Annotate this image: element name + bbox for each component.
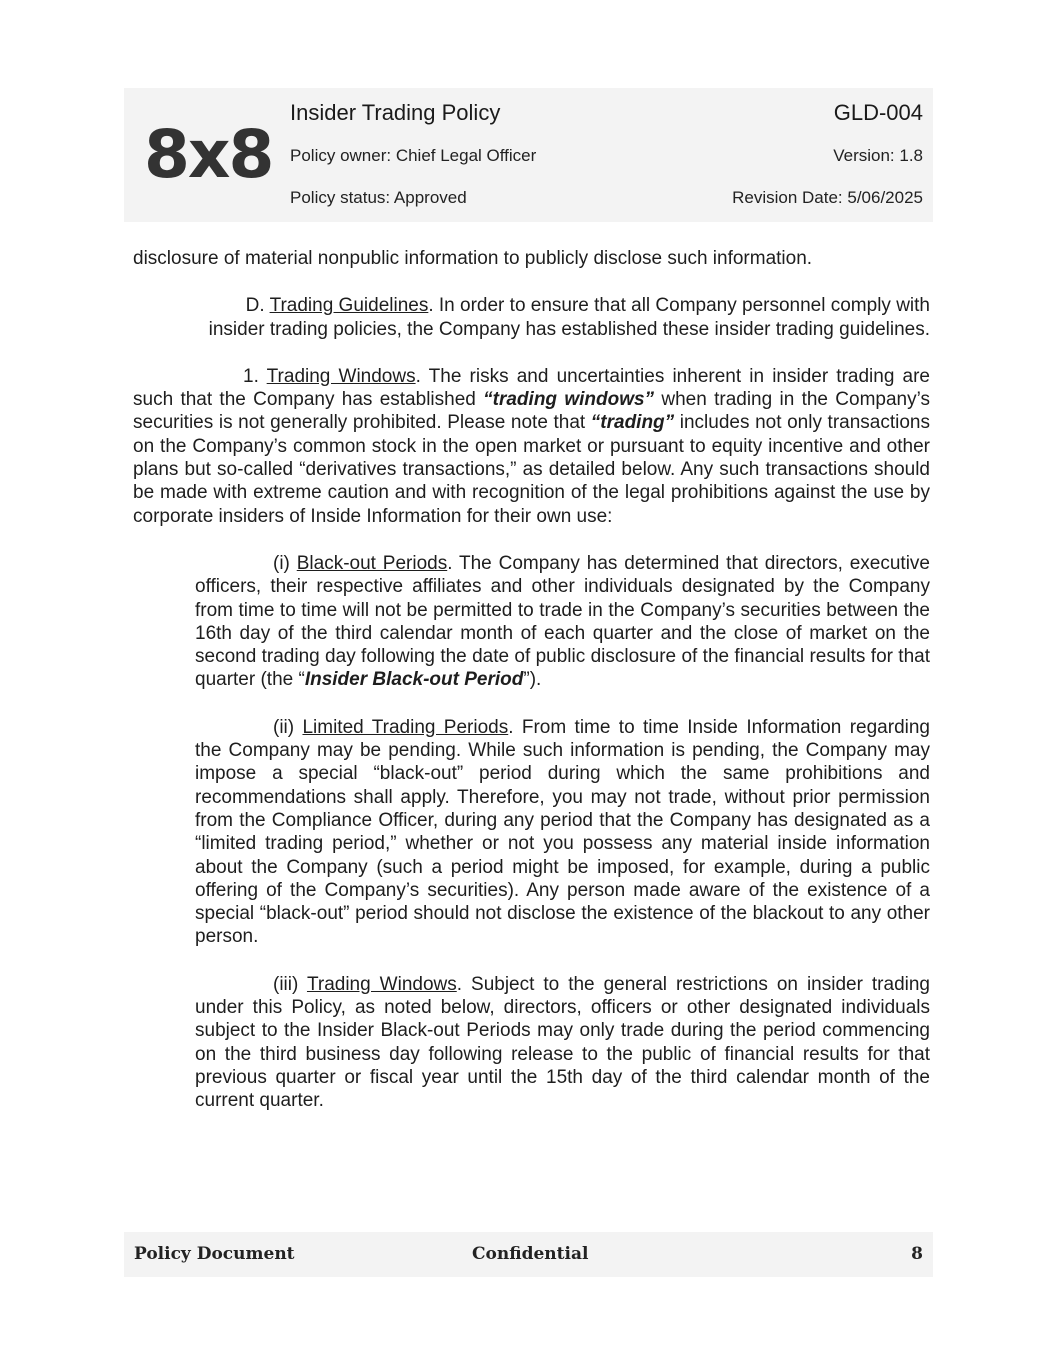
subsection-limited-trading-periods	[195, 716, 930, 949]
section-heading: Trading Guidelines	[269, 295, 429, 317]
policy-version: Version: 1.8	[833, 146, 923, 165]
subsection-prefix: (ii)	[273, 716, 303, 738]
subsection-prefix: (iii)	[273, 973, 307, 995]
subsection-trading-windows	[195, 973, 930, 1113]
subsection-prefix: (i)	[273, 552, 297, 574]
revision-date: Revision Date: 5/06/2025	[732, 188, 923, 207]
emphasis-term: Insider Black-out Period	[304, 669, 524, 691]
footer-classification: Confidential	[472, 1244, 589, 1264]
emphasis-term: “trading”	[590, 412, 675, 434]
subsection-text: . The Company has determined that directors, executive officers, their respective affiliates and other individuals designated by the Company from time to time will not be permitted to trade in the Company’s securities between the 16th day of the third calendar month of each quarter and the close of market on the second trading day following the date of public disclosure of the financial results for that quarter (the “	[195, 552, 930, 691]
header-row-owner	[290, 146, 923, 166]
section-text: . The risks and uncertainties inherent in insider trading are such that the Company has established	[133, 365, 931, 411]
subsection-heading: Limited Trading Periods	[302, 716, 509, 738]
emphasis-term: “trading windows”	[483, 389, 655, 411]
section-prefix: 1.	[243, 365, 267, 387]
company-logo: 8x8	[144, 116, 273, 193]
subsection-heading: Black-out Periods	[296, 552, 448, 574]
header-row-status	[290, 188, 923, 208]
subsection-heading: Trading Windows	[306, 973, 457, 995]
paragraph-continuation: disclosure of material nonpublic information to publicly disclose such information.	[133, 248, 813, 269]
section-text: includes not only transactions on the Company’s common stock in the open market or pursuant to equity incentive and other plans but so-called “derivatives transactions,” as detailed below. Any such transactions should be made with extreme caution and with recognition of the legal prohibitions against the use by corporate insiders of Inside Information for their own use:	[133, 412, 930, 527]
policy-owner: Policy owner: Chief Legal Officer	[290, 146, 537, 165]
section-text: . In order to ensure that all Company personnel comply with insider trading policies, the Company has established these insider trading guidelines.	[208, 295, 930, 340]
footer-doc-type: Policy Document	[134, 1244, 295, 1264]
document-body	[133, 247, 930, 1137]
document-header	[124, 88, 933, 222]
subsection-text: ”).	[523, 669, 542, 691]
section-heading: Trading Windows	[266, 365, 416, 387]
policy-title: Insider Trading Policy	[290, 100, 501, 125]
section-prefix: D.	[245, 295, 270, 317]
header-row-title	[290, 100, 923, 126]
document-footer	[124, 1232, 933, 1277]
section-trading-windows	[133, 365, 930, 528]
subsection-blackout-periods	[195, 552, 930, 692]
policy-doc-id: GLD-004	[833, 100, 923, 125]
section-text: when trading in the Company’s securities is not generally prohibited. Please note that	[133, 389, 930, 434]
subsection-text: . Subject to the general restrictions on insider trading under this Policy, as noted below, directors, officers or other designated individuals subject to the Insider Black-out Periods may only trade during the period commencing on the third business day following release to the public of financial results for that previous quarter or fiscal year until the 15th day of the third calendar month of the current quarter.	[195, 973, 930, 1112]
section-trading-guidelines	[133, 294, 930, 341]
subsection-text: . From time to time Inside Information regarding the Company may be pending. While such information is pending, the Company may impose a special “black-out” period during which the same prohibitions and recommendations shall apply. Therefore, you may not trade, without prior permission from the Compliance Officer, during any period that the Company has designated as a “limited trading period,” whether or not you possess any material inside information about the Company (such a period might be imposed, for example, during a public offering of the Company’s securities). Any person made aware of the existence of a special “black-out” period should not disclose the existence of the blackout to any other person.	[195, 716, 930, 948]
policy-status: Policy status: Approved	[290, 188, 467, 207]
page-number: 8	[911, 1244, 923, 1264]
